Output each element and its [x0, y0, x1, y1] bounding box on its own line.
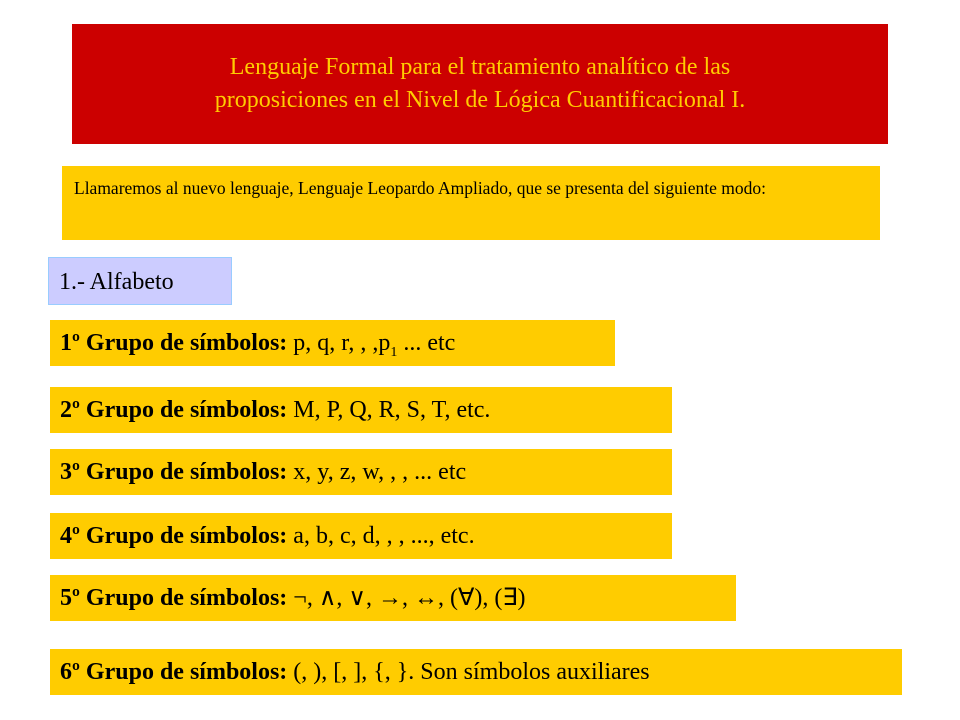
slide-title: Lenguaje Formal para el tratamiento analítico de las proposiciones en el Nivel de Lógica Cuantificacional I.	[214, 54, 746, 113]
group-5-symbols: ¬, ∧, ∨, →, ↔, (∀), (∃)	[293, 585, 526, 611]
group-3-label: 3º Grupo de símbolos:	[60, 459, 288, 485]
group-1-subscript: 1	[390, 344, 398, 360]
group-1-label: 1º Grupo de símbolos:	[60, 330, 288, 356]
intro-text: Llamaremos al nuevo lenguaje, Lenguaje Leopardo Ampliado, que se presenta del siguiente modo:	[62, 166, 880, 240]
group-2	[50, 387, 672, 433]
group-6	[50, 649, 902, 695]
group-4-symbols: a, b, c, d, , , ..., etc.	[293, 523, 475, 549]
group-1-tail: ... etc	[397, 330, 456, 356]
group-3	[50, 449, 672, 495]
title-banner	[72, 24, 888, 144]
group-6-symbols: (, ), [, ], {, }. Son símbolos auxiliares	[293, 659, 650, 685]
group-5-label: 5º Grupo de símbolos:	[60, 585, 288, 611]
group-4-label: 4º Grupo de símbolos:	[60, 523, 288, 549]
group-1-symbols: p, q, r, , ,p	[293, 330, 391, 356]
group-3-symbols: x, y, z, w, , , ... etc	[293, 459, 467, 485]
group-5	[50, 575, 736, 621]
group-4	[50, 513, 672, 559]
group-1	[50, 320, 615, 366]
alfabeto-heading: 1.- Alfabeto	[48, 257, 232, 305]
group-2-symbols: M, P, Q, R, S, T, etc.	[293, 397, 491, 423]
group-2-label: 2º Grupo de símbolos:	[60, 397, 288, 423]
group-6-label: 6º Grupo de símbolos:	[60, 659, 288, 685]
